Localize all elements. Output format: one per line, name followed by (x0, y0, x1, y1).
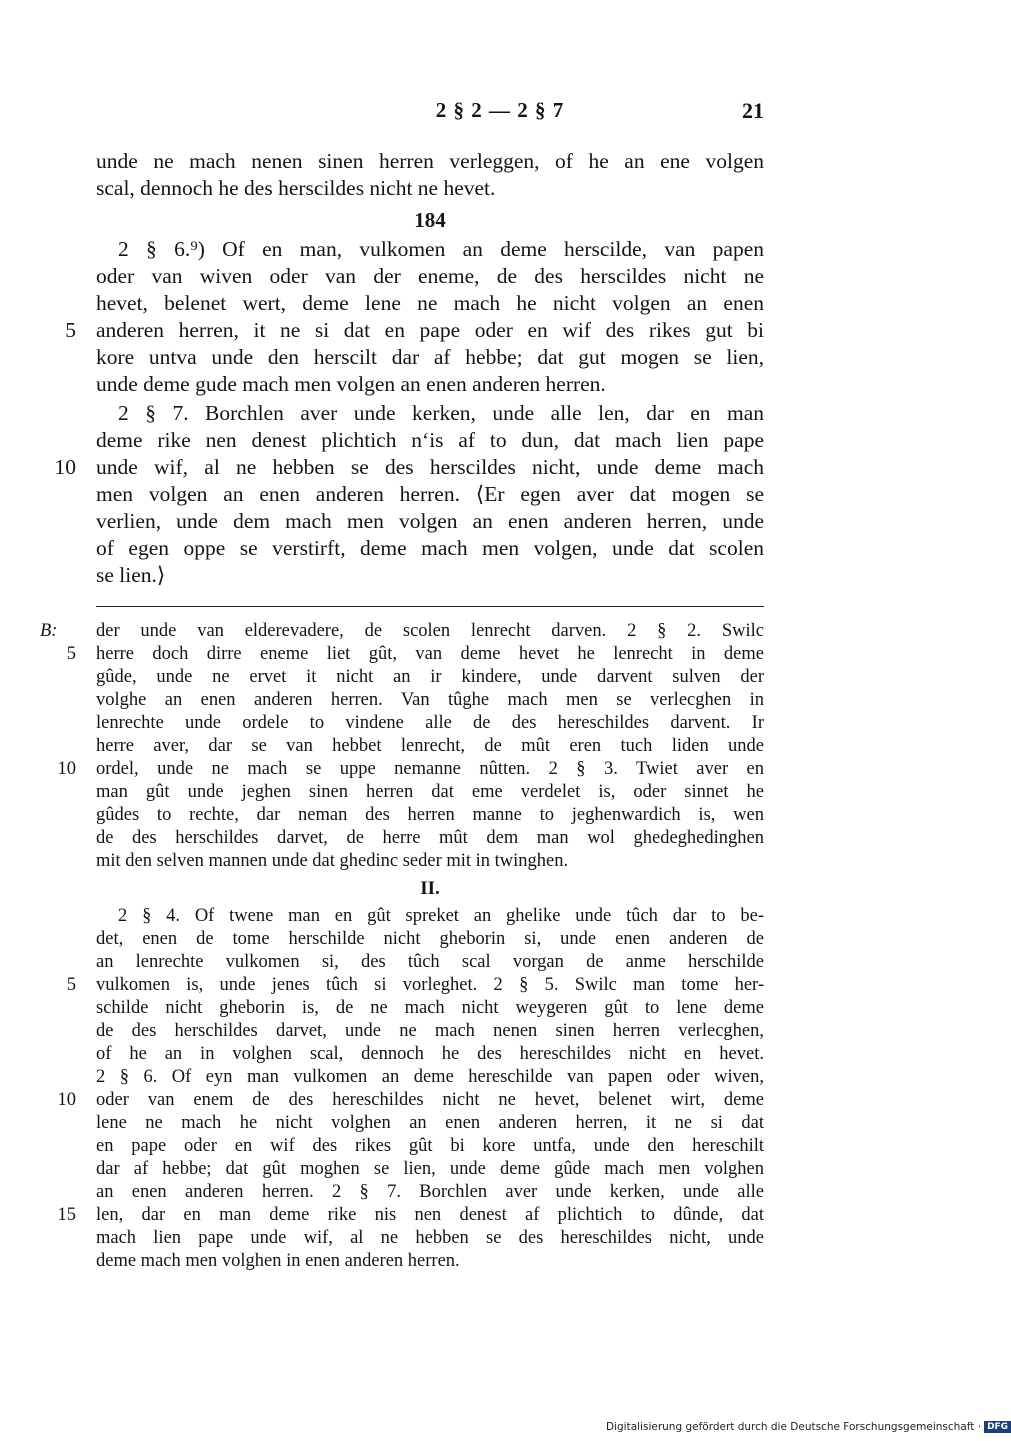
apparatus-line: an enen anderen herren. 2 § 7. Borchlen aver unde kerken, unde alle (96, 1182, 764, 1202)
apparatus-line: mach lien pape unde wif, al ne hebben se des hereschildes nicht, unde (96, 1228, 764, 1248)
text-line: verlien, unde dem mach men volgen an enen anderen herren, unde (96, 509, 764, 533)
apparatus-line: ordel, unde ne mach se uppe nemanne nûtten. 2 § 3. Twiet aver en (96, 759, 764, 779)
text-line: 2 § 7. Borchlen aver unde kerken, unde alle len, dar en man (118, 401, 764, 425)
text-line: deme rike nen denest plichtich n‘is af to dun, dat mach lien pape (96, 428, 764, 452)
separator-rule (96, 606, 764, 607)
digitization-credit (606, 1421, 1009, 1433)
credit-text: Digitalisierung gefördert durch die Deutsche Forschungsgemeinschaft · (606, 1421, 982, 1433)
apparatus-line: mit den selven mannen unde dat ghedinc seder mit in twinghen. (96, 851, 569, 871)
line-number: 5 (66, 644, 76, 664)
siglum: B: (40, 621, 58, 641)
line-number: 10 (57, 1090, 76, 1110)
apparatus-line: herre aver, dar se van hebbet lenrecht, de mût eren tuch liden unde (96, 736, 764, 756)
apparatus-line: der unde van elderevadere, de scolen lenrecht darven. 2 § 2. Swilc (96, 621, 764, 641)
apparatus-line: det, enen de tome herschilde nicht gheborin si, unde enen anderen de (96, 929, 764, 949)
text-line: men volgen an enen anderen herren. ⟨Er egen aver dat mogen se (96, 482, 764, 506)
apparatus-line: lenrechte unde ordele to vindene alle de des hereschildes darvent. Ir (96, 713, 764, 733)
text-line: kore untva unde den herscilt dar af hebbe; dat gut mogen se lien, (96, 345, 764, 369)
apparatus-line: dar af hebbe; dat gût moghen se lien, unde deme gûde mach men volghen (96, 1159, 764, 1179)
line-number: 10 (57, 759, 76, 779)
apparatus-line: len, dar en man deme rike nis nen denest af plichtich to dûnde, dat (96, 1205, 764, 1225)
line-number: 5 (66, 975, 76, 995)
intro-line: scal, dennoch he des herscildes nicht ne hevet. (96, 176, 496, 200)
apparatus-line: 2 § 4. Of twene man en gût spreket an ghelike unde tûch dar to be- (118, 906, 764, 926)
section-number: 184 (414, 208, 446, 232)
apparatus-line: oder van enem de des hereschildes nicht ne hevet, belenet wirt, deme (96, 1090, 764, 1110)
apparatus-heading: II. (420, 878, 440, 899)
text-line: anderen herren, it ne si dat en pape oder en wif des rikes gut bi (96, 318, 764, 342)
text-line: se lien.⟩ (96, 563, 166, 587)
apparatus-line: deme mach men volghen in enen anderen herren. (96, 1251, 460, 1271)
apparatus-line: man gût unde jeghen sinen herren dat eme verdelet is, oder sinnet he (96, 782, 764, 802)
intro-line: unde ne mach nenen sinen herren verleggen, of he an ene volgen (96, 149, 764, 173)
apparatus-line: an lenrechte vulkomen si, des tûch scal vorgan de anme herschilde (96, 952, 764, 972)
text-line: hevet, belenet wert, deme lene ne mach he nicht volgen an enen (96, 291, 764, 315)
apparatus-line: en pape oder en wif des rikes gût bi kore untfa, unde den hereschilt (96, 1136, 764, 1156)
line-number: 15 (57, 1205, 76, 1225)
apparatus-line: gûde, unde ne ervet it nicht an ir kindere, unde darvent sulven der (96, 667, 764, 687)
apparatus-line: de des herschildes darvet, unde ne mach nenen sinen herren verlecghen, (96, 1021, 764, 1041)
running-title: 2 § 2 — 2 § 7 (435, 98, 565, 122)
text-line: 2 § 6.⁹) Of en man, vulkomen an deme herscilde, van papen (118, 237, 764, 261)
apparatus-line: of he an in volghen scal, dennoch he des hereschildes nicht en hevet. (96, 1044, 764, 1064)
text-line: unde deme gude mach men volgen an enen anderen herren. (96, 372, 606, 396)
page-number: 21 (742, 98, 764, 123)
apparatus-line: gûdes to rechte, dar neman des herren manne to jeghenwardich is, wen (96, 805, 764, 825)
apparatus-line: 2 § 6. Of eyn man vulkomen an deme hereschilde van papen oder wiven, (96, 1067, 764, 1087)
line-number: 5 (65, 318, 76, 342)
apparatus-line: lene ne mach he nicht volghen an enen anderen herren, it ne si dat (96, 1113, 764, 1133)
apparatus-line: schilde nicht gheborin is, de ne mach nicht weygeren gût to lene deme (96, 998, 764, 1018)
text-line: unde wif, al ne hebben se des herscildes nicht, unde deme mach (96, 455, 764, 479)
line-number: 10 (54, 455, 76, 479)
text-line: of egen oppe se verstirft, deme mach men volgen, unde dat scolen (96, 536, 764, 560)
apparatus-line: vulkomen is, unde jenes tûch si vorleghet. 2 § 5. Swilc man tome her- (96, 975, 764, 995)
text-line: oder van wiven oder van der eneme, de des herscildes nicht ne (96, 264, 764, 288)
apparatus-line: volghe an enen anderen herren. Van tûghe mach men se verlecghen in (96, 690, 764, 710)
apparatus-line: herre doch dirre eneme liet gût, van deme hevet he lenrecht in deme (96, 644, 764, 664)
dfg-logo: DFG (984, 1421, 1011, 1433)
apparatus-line: de des herschildes darvet, de herre mût dem man wol ghedeghedinghen (96, 828, 764, 848)
